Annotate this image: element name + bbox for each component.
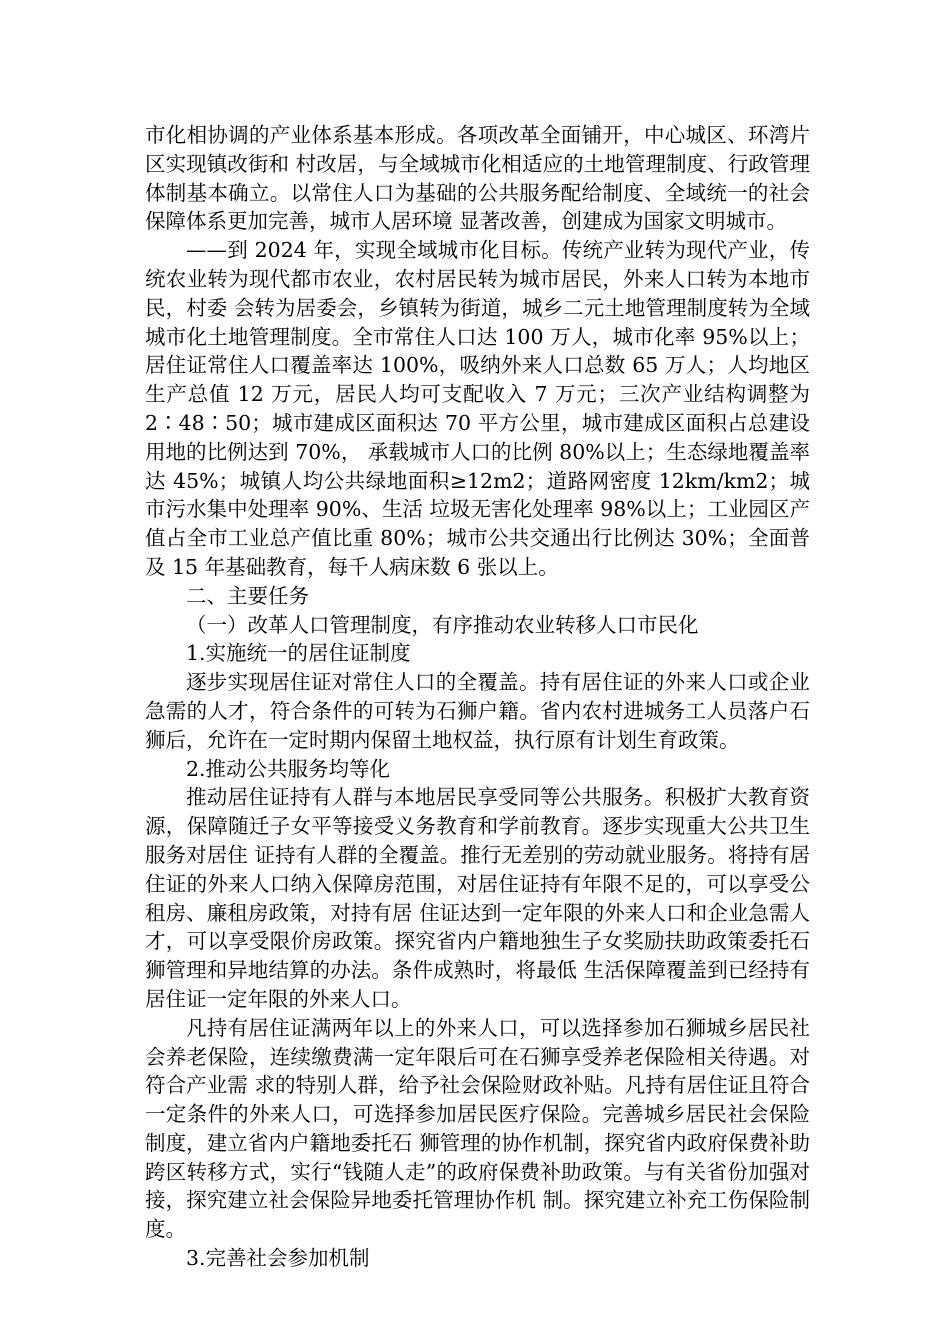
paragraph-urbanization-progress: 市化相协调的产业体系基本形成。各项改革全面铺开，中心城区、环湾片区实现镇改街和 村改居，与全域城市化相适应的土地管理制度、行政管理体制基本确立。以常住人口为基础的公共服务配给制度、全域统一的社会保障体系更加完善，城市人居环境 显著改善，创建成为国家文明城市。 (145, 123, 810, 234)
paragraph-public-services: 推动居住证持有人群与本地居民享受同等公共服务。积极扩大教育资源，保障随迁子女平等接受义务教育和学前教育。逐步实现重大公共卫生服务对居住 证持有人群的全覆盖。推行无差别的劳动就业服务。将持有居住证的外来人口纳入保障房范围，对居住证持有年限不足的，可以享受公租房、廉租房政策，对持有居 住证达到一定年限的外来人口和企业急需人才，可以享受限价房政策。探究省内户籍地独生子女奖励扶助政策委托石狮管理和异地结算的办法。条件成熟时，将最低 生活保障覆盖到已经持有居住证一定年限的外来人口。 (145, 785, 810, 1011)
item-heading-social-participation: 3.完善社会参加机制 (186, 1246, 370, 1271)
section-heading-main-tasks: 二、主要任务 (186, 583, 309, 608)
paragraph-social-insurance: 凡持有居住证满两年以上的外来人口，可以选择参加石狮城乡居民社会养老保险，连续缴费满一定年限后可在石狮享受养老保险相关待遇。对符合产业需 求的特别人群，给予社会保险财政补贴。凡持有居住证且符合一定条件的外来人口，可选择参加居民医疗保险。完善城乡居民社会保险制度，建立省内户籍地委托石 狮管理的协作机制，探究省内政府保费补助跨区转移方式，实行“钱随人走”的政府保费补助政策。与有关省份加强对接，探究建立社会保险异地委托管理协作机 制。探究建立补充工伤保险制度。 (145, 1015, 810, 1242)
subsection-heading-population-reform: （一）改革人口管理制度，有序推动农业转移人口市民化 (186, 612, 699, 637)
document-page (145, 121, 810, 1273)
paragraph-residence-permit: 逐步实现居住证对常住人口的全覆盖。持有居住证的外来人口或企业急需的人才，符合条件的可转为石狮户籍。省内农村进城务工人员落户石狮后，允许在一定时期内保留土地权益，执行原有计划生育政策。 (145, 670, 810, 752)
paragraph-2024-goals: ——到 2024 年，实现全域城市化目标。传统产业转为现代产业，传统农业转为现代都市农业，农村居民转为城市居民，外来人口转为本地市民，村委 会转为居委会，乡镇转为街道，城乡二元土地管理制度转为全域城市化土地管理制度。全市常住人口达 100 万人，城市化率 95%以上；居住证常住人口覆盖率达 100%，吸纳外来人口总数 65 万人；人均地区生产总值 12 万元，居民人均可支配收入 7 万元；三次产业结构调整为 2∶48∶50；城市建成区面积达 70 平方公里，城市建成区面积占总建设用地的比例达到 70%， 承载城市人口的比例 80%以上；生态绿地覆盖率达 45%；城镇人均公共绿地面积≥12m2；道路网密度 12km/km2；城市污水集中处理率 90%、生活 垃圾无害化处理率 98%以上；工业园区产值占全市工业总产值比重 80%；城市公共交通出行比例达 30%；全面普及 15 年基础教育，每千人病床数 6 张以上。 (145, 238, 810, 579)
item-heading-public-services: 2.推动公共服务均等化 (186, 756, 391, 781)
item-heading-residence-permit: 1.实施统一的居住证制度 (186, 641, 411, 666)
